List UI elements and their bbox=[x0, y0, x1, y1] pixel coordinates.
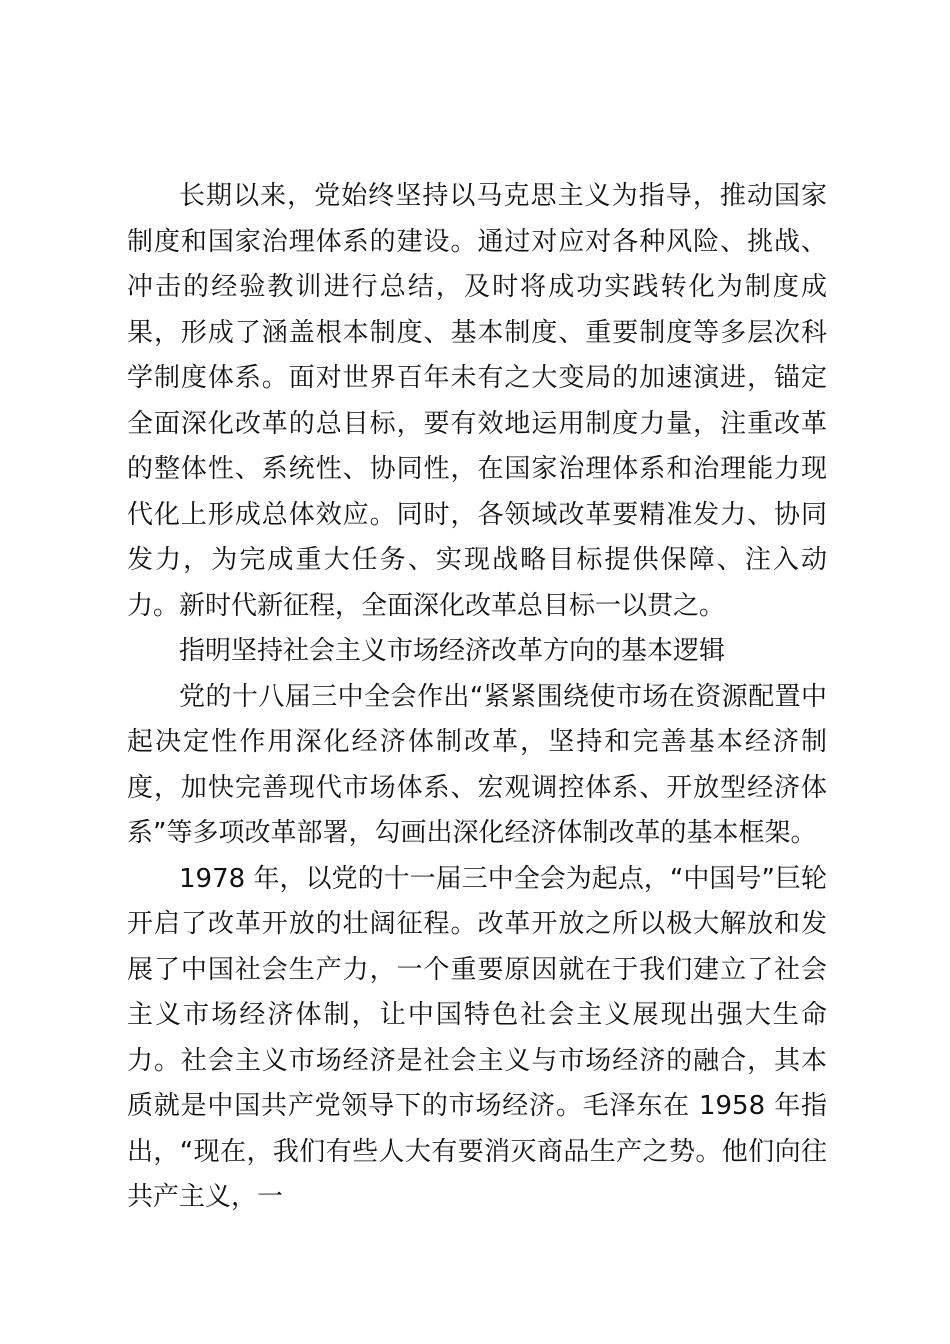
paragraph-reform-opening: 1978 年，以党的十一届三中全会为起点，“中国号”巨轮开启了改革开放的壮阔征程。改革开放之所以极大解放和发展了中国社会生产力，一个重要原因就在于我们建立了社会主义市场经济体制，让中国特色社会主义展现出强大生命力。社会主义市场经济是社会主义与市场经济的融合，其本质就是中国共产党领导下的市场经济。毛泽东在 1958 年指出，“现在，我们有些人大有要消灭商品生产之势。他们向往共产主义，一 bbox=[127, 863, 827, 1212]
section-heading: 指明坚持社会主义市场经济改革方向的基本逻辑 bbox=[179, 636, 726, 666]
paragraph-third-plenum: 党的十八届三中全会作出“紧紧围绕使市场在资源配置中起决定性作用深化经济体制改革，坚持和完善基本经济制度，加快完善现代市场体系、宏观调控体系、开放型经济体系”等多项改革部署，勾画出深化经济体制改革的基本框架。 bbox=[127, 681, 827, 848]
paragraph-governance-system: 长期以来，党始终坚持以马克思主义为指导，推动国家制度和国家治理体系的建设。通过对应对各种风险、挑战、冲击的经验教训进行总结，及时将成功实践转化为制度成果，形成了涵盖根本制度、基本制度、重要制度等多层次科学制度体系。面对世界百年未有之大变局的加速演进，锚定全面深化改革的总目标，要有效地运用制度力量，注重改革的整体性、系统性、协同性，在国家治理体系和治理能力现代化上形成总体效应。同时，各领域改革要精准发力、协同发力，为完成重大任务、实现战略目标提供保障、注入动力。新时代新征程，全面深化改革总目标一以贯之。 bbox=[127, 181, 827, 621]
document-body bbox=[127, 174, 827, 1221]
